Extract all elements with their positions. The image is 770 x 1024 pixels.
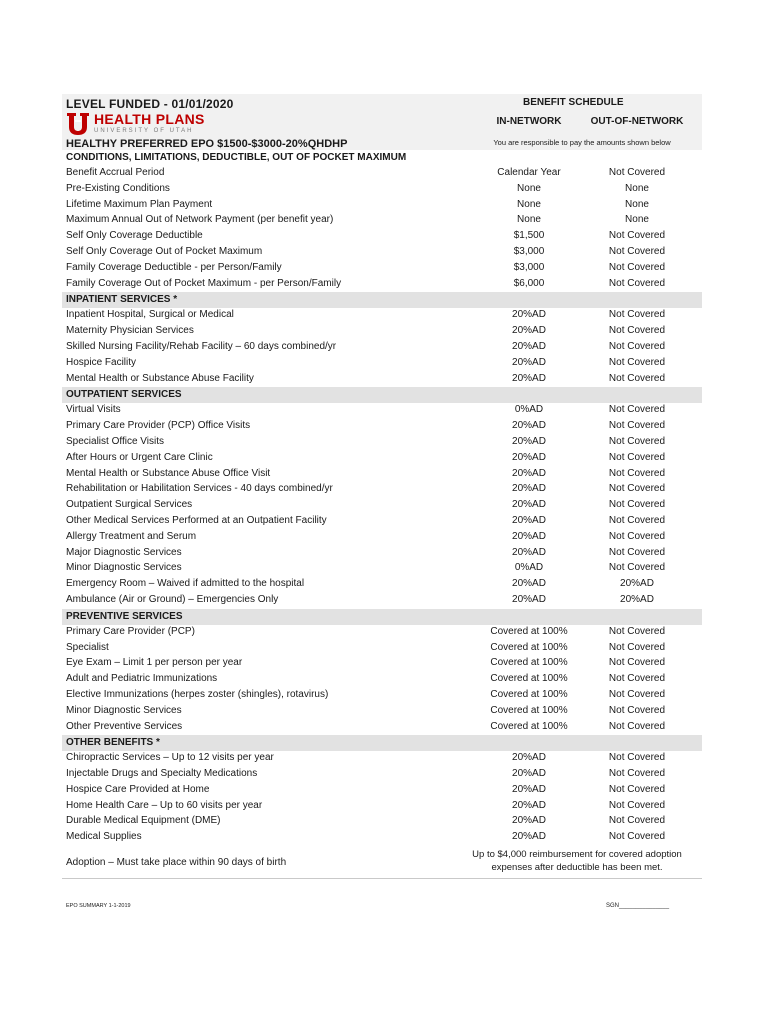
in-network-value: 20%AD — [512, 435, 546, 447]
out-of-network-value: Not Covered — [608, 752, 666, 764]
section-header — [62, 150, 702, 166]
adoption-label: Adoption – Must take place within 90 days of birth — [66, 857, 287, 869]
benefit-label: Mental Health or Substance Abuse Facility — [66, 372, 254, 384]
adoption-note — [457, 848, 697, 874]
section-title: INPATIENT SERVICES * — [66, 294, 178, 306]
adoption-row — [62, 846, 702, 878]
out-of-network-value: Not Covered — [608, 625, 666, 637]
benefit-sections — [62, 150, 702, 846]
in-network-value: 20%AD — [512, 514, 546, 526]
benefit-label: Medical Supplies — [66, 831, 142, 843]
benefit-label: Outpatient Surgical Services — [66, 499, 193, 511]
document-title: LEVEL FUNDED - 01/01/2020 — [66, 97, 234, 111]
benefit-label: Minor Diagnostic Services — [66, 562, 182, 574]
benefit-row — [62, 546, 702, 562]
benefit-label: Benefit Accrual Period — [66, 167, 165, 178]
in-network-value: $3,000 — [513, 261, 545, 273]
benefit-label: Specialist — [66, 641, 109, 653]
in-network-value: 20%AD — [512, 451, 546, 463]
in-network-value: 0%AD — [514, 404, 544, 416]
in-network-value: $3,000 — [513, 245, 545, 257]
benefit-label: Ambulance (Air or Ground) – Emergencies Only — [66, 593, 279, 605]
benefit-row — [62, 467, 702, 483]
out-of-network-value: Not Covered — [608, 799, 666, 811]
out-of-network-value: Not Covered — [608, 704, 666, 716]
benefit-row — [62, 356, 702, 372]
university-u-logo-icon — [66, 112, 90, 136]
in-network-value: 20%AD — [512, 530, 546, 542]
benefit-label: Eye Exam – Limit 1 per person per year — [66, 657, 243, 669]
in-network-value: 20%AD — [512, 499, 546, 511]
footer-signature-line: SGN_______________ — [606, 903, 670, 909]
benefit-row — [62, 625, 702, 641]
section-title: PREVENTIVE SERVICES — [66, 610, 183, 622]
benefit-label: Elective Immunizations (herpes zoster (shingles), rotavirus) — [66, 688, 329, 700]
in-network-value: 20%AD — [512, 752, 546, 764]
out-of-network-value: Not Covered — [608, 467, 666, 479]
in-network-value: Calendar Year — [497, 167, 561, 178]
out-of-network-value: Not Covered — [608, 641, 666, 653]
benefit-label: Injectable Drugs and Specialty Medications — [66, 768, 258, 780]
out-of-network-value: Not Covered — [608, 483, 666, 495]
in-network-value: Covered at 100% — [490, 704, 568, 716]
benefit-row — [62, 182, 702, 198]
in-network-value: None — [517, 198, 541, 210]
section-header — [62, 292, 702, 308]
benefit-row — [62, 308, 702, 324]
benefit-label: Home Health Care – Up to 60 visits per year — [66, 799, 263, 811]
benefit-row — [62, 229, 702, 245]
footer-version: EPO SUMMARY 1-1-2019 — [66, 903, 131, 909]
benefit-label: Family Coverage Out of Pocket Maximum - per Person/Family — [66, 277, 342, 289]
out-of-network-value: Not Covered — [608, 546, 666, 558]
out-of-network-value: Not Covered — [608, 167, 666, 178]
benefit-label: Self Only Coverage Out of Pocket Maximum — [66, 245, 263, 257]
out-of-network-value: Not Covered — [608, 657, 666, 669]
section-header — [62, 609, 702, 625]
logo-subtitle: UNIVERSITY OF UTAH — [94, 128, 194, 134]
in-network-value: 20%AD — [512, 546, 546, 558]
benefit-label: Emergency Room – Waived if admitted to the hospital — [66, 578, 305, 590]
section-title: OTHER BENEFITS * — [66, 737, 160, 749]
benefit-row — [62, 372, 702, 388]
benefit-row — [62, 561, 702, 577]
bottom-divider — [62, 878, 702, 879]
benefit-row — [62, 435, 702, 451]
out-of-network-value: Not Covered — [608, 514, 666, 526]
benefit-label: Inpatient Hospital, Surgical or Medical — [66, 309, 234, 321]
benefit-row — [62, 245, 702, 261]
benefit-row — [62, 641, 702, 657]
benefit-label: Durable Medical Equipment (DME) — [66, 815, 221, 827]
benefit-summary-page — [62, 94, 702, 879]
out-of-network-value: Not Covered — [608, 499, 666, 511]
out-of-network-value: Not Covered — [608, 404, 666, 416]
in-network-value: Covered at 100% — [490, 673, 568, 685]
benefit-label: Virtual Visits — [66, 404, 121, 416]
out-of-network-value: Not Covered — [608, 420, 666, 432]
out-of-network-column-header: OUT-OF-NETWORK — [590, 116, 684, 127]
benefit-row — [62, 324, 702, 340]
in-network-value: None — [517, 182, 541, 194]
benefit-row — [62, 166, 702, 182]
benefit-row — [62, 340, 702, 356]
out-of-network-value: Not Covered — [608, 230, 666, 242]
in-network-value: 20%AD — [512, 309, 546, 321]
benefit-row — [62, 482, 702, 498]
benefit-row — [62, 530, 702, 546]
benefit-label: Mental Health or Substance Abuse Office Visit — [66, 467, 271, 479]
benefit-label: Minor Diagnostic Services — [66, 704, 182, 716]
out-of-network-value: Not Covered — [608, 815, 666, 827]
benefit-row — [62, 720, 702, 736]
out-of-network-value: Not Covered — [608, 435, 666, 447]
benefit-row — [62, 213, 702, 229]
out-of-network-value: Not Covered — [608, 325, 666, 337]
benefit-row — [62, 830, 702, 846]
health-plans-logo — [66, 112, 205, 136]
in-network-value: 20%AD — [512, 578, 546, 590]
in-network-value: $1,500 — [513, 230, 545, 242]
plan-name: HEALTHY PREFERRED EPO $1500-$3000-20%QHDHP — [66, 138, 348, 150]
in-network-value: 20%AD — [512, 483, 546, 495]
out-of-network-value: None — [625, 214, 649, 226]
benefit-label: Other Preventive Services — [66, 720, 183, 732]
benefit-label: Primary Care Provider (PCP) Office Visits — [66, 420, 251, 432]
in-network-value: 20%AD — [512, 340, 546, 352]
out-of-network-value: Not Covered — [608, 673, 666, 685]
benefit-label: Chiropractic Services – Up to 12 visits per year — [66, 752, 274, 764]
benefit-row — [62, 261, 702, 277]
in-network-value: 20%AD — [512, 356, 546, 368]
benefit-row — [62, 656, 702, 672]
in-network-value: 20%AD — [512, 815, 546, 827]
benefit-label: Maternity Physician Services — [66, 325, 194, 337]
benefit-schedule-heading: BENEFIT SCHEDULE — [523, 97, 624, 108]
out-of-network-value: Not Covered — [608, 245, 666, 257]
out-of-network-value: Not Covered — [608, 783, 666, 795]
out-of-network-value: Not Covered — [608, 451, 666, 463]
section-header — [62, 735, 702, 751]
logo-wordmark: HEALTH PLANS — [94, 111, 205, 127]
in-network-value: 20%AD — [512, 372, 546, 384]
out-of-network-value: Not Covered — [608, 720, 666, 732]
out-of-network-value: Not Covered — [608, 261, 666, 273]
benefit-label: Rehabilitation or Habilitation Services - 40 days combined/yr — [66, 483, 333, 495]
out-of-network-value: 20%AD — [620, 593, 654, 605]
benefit-label: Skilled Nursing Facility/Rehab Facility – 60 days combined/yr — [66, 340, 337, 352]
responsibility-note: You are responsible to pay the amounts shown below — [493, 138, 671, 147]
section-title: CONDITIONS, LIMITATIONS, DEDUCTIBLE, OUT OF POCKET MAXIMUM — [66, 152, 407, 163]
in-network-value: 20%AD — [512, 467, 546, 479]
benefit-label: Lifetime Maximum Plan Payment — [66, 198, 213, 210]
in-network-value: Covered at 100% — [490, 688, 568, 700]
benefit-row — [62, 498, 702, 514]
out-of-network-value: Not Covered — [608, 562, 666, 574]
out-of-network-value: Not Covered — [608, 309, 666, 321]
benefit-label: Allergy Treatment and Serum — [66, 530, 197, 542]
benefit-label: Adult and Pediatric Immunizations — [66, 673, 218, 685]
benefit-label: Specialist Office Visits — [66, 435, 165, 447]
benefit-label: Major Diagnostic Services — [66, 546, 182, 558]
adoption-note-line1: Up to $4,000 reimbursement for covered adoption — [472, 849, 682, 861]
benefit-row — [62, 198, 702, 214]
in-network-value: None — [517, 214, 541, 226]
benefit-row — [62, 783, 702, 799]
out-of-network-value: None — [625, 182, 649, 194]
benefit-label: Hospice Care Provided at Home — [66, 783, 210, 795]
benefit-row — [62, 799, 702, 815]
in-network-value: 20%AD — [512, 783, 546, 795]
in-network-value: Covered at 100% — [490, 657, 568, 669]
in-network-value: Covered at 100% — [490, 641, 568, 653]
benefit-label: Self Only Coverage Deductible — [66, 230, 203, 242]
out-of-network-value: Not Covered — [608, 768, 666, 780]
out-of-network-value: Not Covered — [608, 277, 666, 289]
in-network-value: 20%AD — [512, 799, 546, 811]
out-of-network-value: Not Covered — [608, 688, 666, 700]
benefit-row — [62, 672, 702, 688]
in-network-value: 20%AD — [512, 593, 546, 605]
in-network-value: 20%AD — [512, 831, 546, 843]
in-network-value: 0%AD — [514, 562, 544, 574]
benefit-label: Primary Care Provider (PCP) — [66, 625, 195, 637]
benefit-label: Hospice Facility — [66, 356, 137, 368]
benefit-row — [62, 814, 702, 830]
benefit-row — [62, 403, 702, 419]
benefit-row — [62, 451, 702, 467]
benefit-label: After Hours or Urgent Care Clinic — [66, 451, 213, 463]
in-network-value: 20%AD — [512, 420, 546, 432]
out-of-network-value: Not Covered — [608, 831, 666, 843]
in-network-value: $6,000 — [513, 277, 545, 289]
benefit-row — [62, 419, 702, 435]
out-of-network-value: Not Covered — [608, 356, 666, 368]
section-title: OUTPATIENT SERVICES — [66, 389, 182, 401]
benefit-row — [62, 704, 702, 720]
benefit-label: Other Medical Services Performed at an Outpatient Facility — [66, 514, 327, 526]
adoption-note-line2: expenses after deductible has been met. — [491, 862, 663, 874]
benefit-row — [62, 688, 702, 704]
out-of-network-value: 20%AD — [620, 578, 654, 590]
benefit-row — [62, 593, 702, 609]
benefit-label: Pre-Existing Conditions — [66, 182, 170, 194]
section-header — [62, 387, 702, 403]
in-network-column-header: IN-NETWORK — [496, 116, 562, 127]
out-of-network-value: None — [625, 198, 649, 210]
document-header — [62, 94, 702, 150]
benefit-label: Family Coverage Deductible - per Person/Family — [66, 261, 282, 273]
benefit-label: Maximum Annual Out of Network Payment (per benefit year) — [66, 214, 334, 226]
out-of-network-value: Not Covered — [608, 372, 666, 384]
in-network-value: Covered at 100% — [490, 625, 568, 637]
benefit-row — [62, 751, 702, 767]
in-network-value: 20%AD — [512, 325, 546, 337]
benefit-row — [62, 277, 702, 293]
in-network-value: Covered at 100% — [490, 720, 568, 732]
benefit-row — [62, 767, 702, 783]
benefit-row — [62, 577, 702, 593]
in-network-value: 20%AD — [512, 768, 546, 780]
out-of-network-value: Not Covered — [608, 530, 666, 542]
benefit-row — [62, 514, 702, 530]
out-of-network-value: Not Covered — [608, 340, 666, 352]
